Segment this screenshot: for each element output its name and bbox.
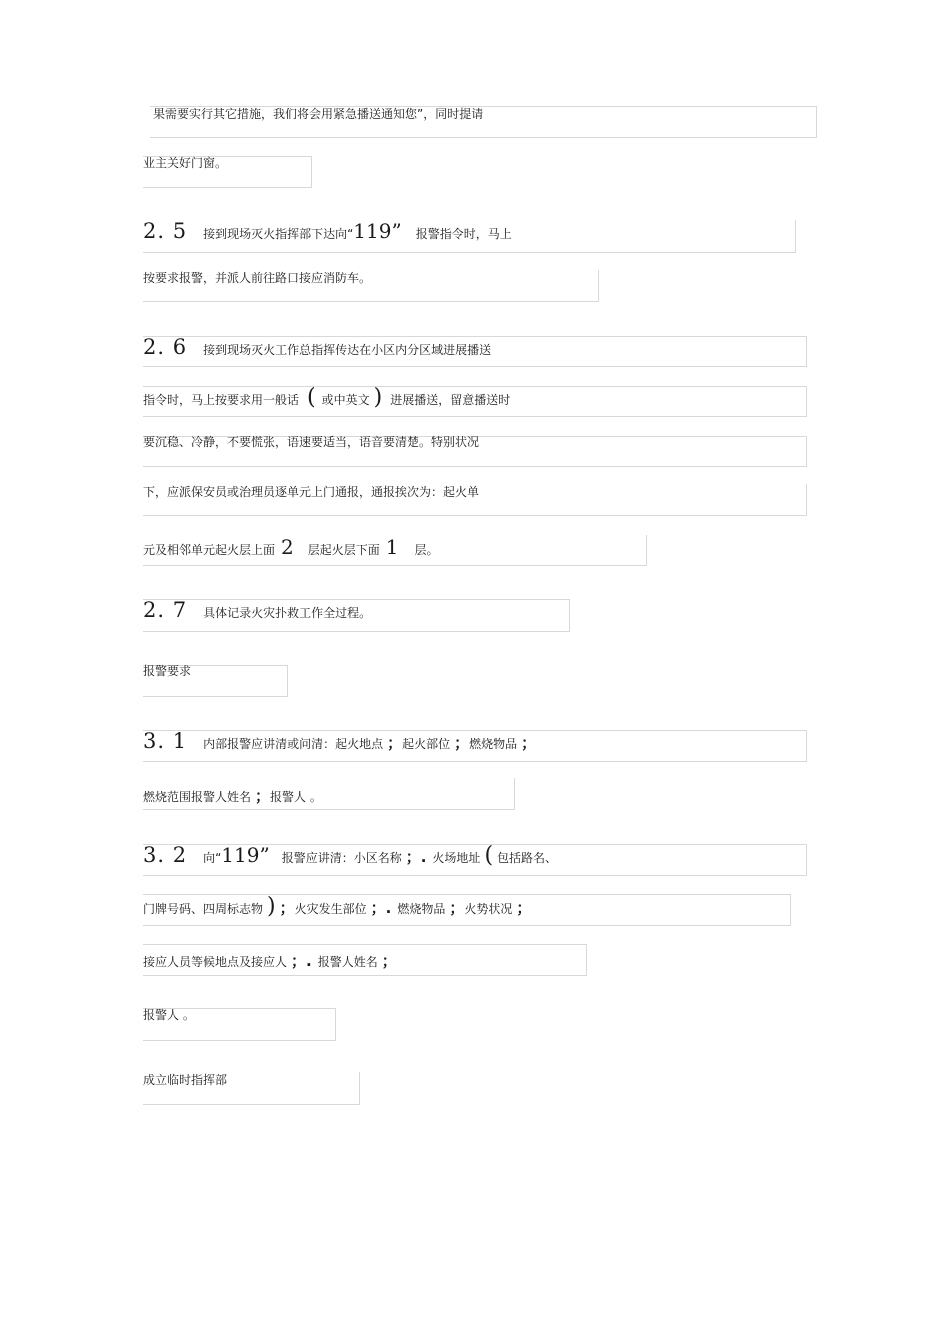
semicolon: ； bbox=[255, 787, 271, 805]
heading-report-requirements: 报警要求 bbox=[143, 664, 192, 678]
text-run: 报警应讲清：小区名称 bbox=[281, 851, 402, 865]
phone-number: 119” bbox=[221, 843, 270, 867]
semicolon: ； bbox=[454, 734, 470, 752]
phone-number: 119” bbox=[353, 219, 402, 243]
text-run: 层。 bbox=[414, 543, 439, 557]
section-2-5 bbox=[143, 219, 512, 243]
text-run: 起火部位 bbox=[402, 737, 451, 751]
text-run: 接应人员等候地点及接应人 bbox=[143, 955, 288, 969]
text-line: 按要求报警，并派人前往路口接应消防车。 bbox=[143, 271, 372, 285]
semicolon: ；. bbox=[370, 899, 392, 917]
heading-temporary-command: 成立临时指挥部 bbox=[143, 1073, 228, 1087]
text-run: 燃烧物品 bbox=[469, 737, 518, 751]
section-2-7 bbox=[143, 598, 372, 622]
section-number: 2. 5 bbox=[143, 219, 188, 243]
semicolon: ； bbox=[381, 952, 397, 970]
text-run: 火势状况 bbox=[464, 902, 513, 916]
text-line: 业主关好门窗。 bbox=[143, 156, 228, 170]
text-run: 接到现场灭火工作总指挥传达在小区内分区域进展播送 bbox=[203, 343, 492, 357]
text-run: 燃烧物品 bbox=[397, 902, 446, 916]
text-run: 包括路名、 bbox=[497, 851, 558, 865]
section-3-2 bbox=[143, 843, 558, 868]
section-number: 2. 6 bbox=[143, 335, 188, 359]
text-line bbox=[143, 894, 532, 919]
text-line bbox=[143, 954, 397, 969]
text-line bbox=[143, 535, 439, 559]
text-run: 元及相邻单元起火层上面 bbox=[143, 543, 276, 557]
text-line bbox=[143, 789, 322, 804]
text-line bbox=[143, 385, 511, 410]
text-run: 报警人 。 bbox=[270, 790, 322, 804]
text-run: 燃烧范围报警人姓名 bbox=[143, 790, 252, 804]
section-number: 3. 2 bbox=[143, 843, 188, 867]
text-run: 火灾发生部位 bbox=[294, 902, 367, 916]
text-line: 果需要实行其它措施，我们将会用紧急播送通知您”，同时提请 bbox=[153, 107, 484, 121]
text-run: 具体记录火灾扑救工作全过程。 bbox=[203, 606, 372, 620]
text-run: 向“ bbox=[203, 851, 222, 865]
text-run: 报警人姓名 bbox=[317, 955, 378, 969]
semicolon: ； bbox=[516, 899, 532, 917]
semicolon: ； bbox=[521, 734, 537, 752]
section-3-1 bbox=[143, 729, 537, 753]
open-paren: ( bbox=[484, 843, 494, 868]
text-line: 报警人 。 bbox=[143, 1008, 195, 1022]
text-line: 下，应派保安员或治理员逐单元上门通报，通报挨次为：起火单 bbox=[143, 485, 480, 499]
text-run: 内部报警应讲清或问清：起火地点 bbox=[203, 737, 384, 751]
text-run: 接到现场灭火指挥部下达向“ bbox=[203, 227, 354, 241]
floor-number: 2 bbox=[281, 535, 294, 559]
section-number: 2. 7 bbox=[143, 598, 188, 622]
text-run: 指令时，马上按要求用一般话 bbox=[143, 393, 300, 407]
text-run: 或中英文 bbox=[321, 393, 370, 407]
text-run: 门牌号码、四周标志物 bbox=[143, 902, 264, 916]
semicolon: ； bbox=[449, 899, 465, 917]
semicolon: ；. bbox=[291, 952, 312, 970]
semicolon: ；. bbox=[405, 848, 427, 866]
section-number: 3. 1 bbox=[143, 729, 188, 753]
section-2-6 bbox=[143, 335, 492, 359]
floor-number: 1 bbox=[385, 535, 399, 559]
close-paren: ) bbox=[373, 385, 383, 410]
text-run: 层起火层下面 bbox=[307, 543, 380, 557]
text-run: 进展播送，留意播送时 bbox=[390, 393, 511, 407]
close-paren: ) bbox=[267, 894, 276, 919]
text-run: 报警指令时，马上 bbox=[415, 227, 512, 241]
text-run: 火场地址 bbox=[432, 851, 481, 865]
open-paren: ( bbox=[307, 385, 316, 410]
semicolon: ； bbox=[279, 899, 295, 917]
text-line: 要沉稳、冷静，不要慌张，语速要适当，语音要清楚。特别状况 bbox=[143, 435, 480, 449]
semicolon: ； bbox=[387, 734, 403, 752]
